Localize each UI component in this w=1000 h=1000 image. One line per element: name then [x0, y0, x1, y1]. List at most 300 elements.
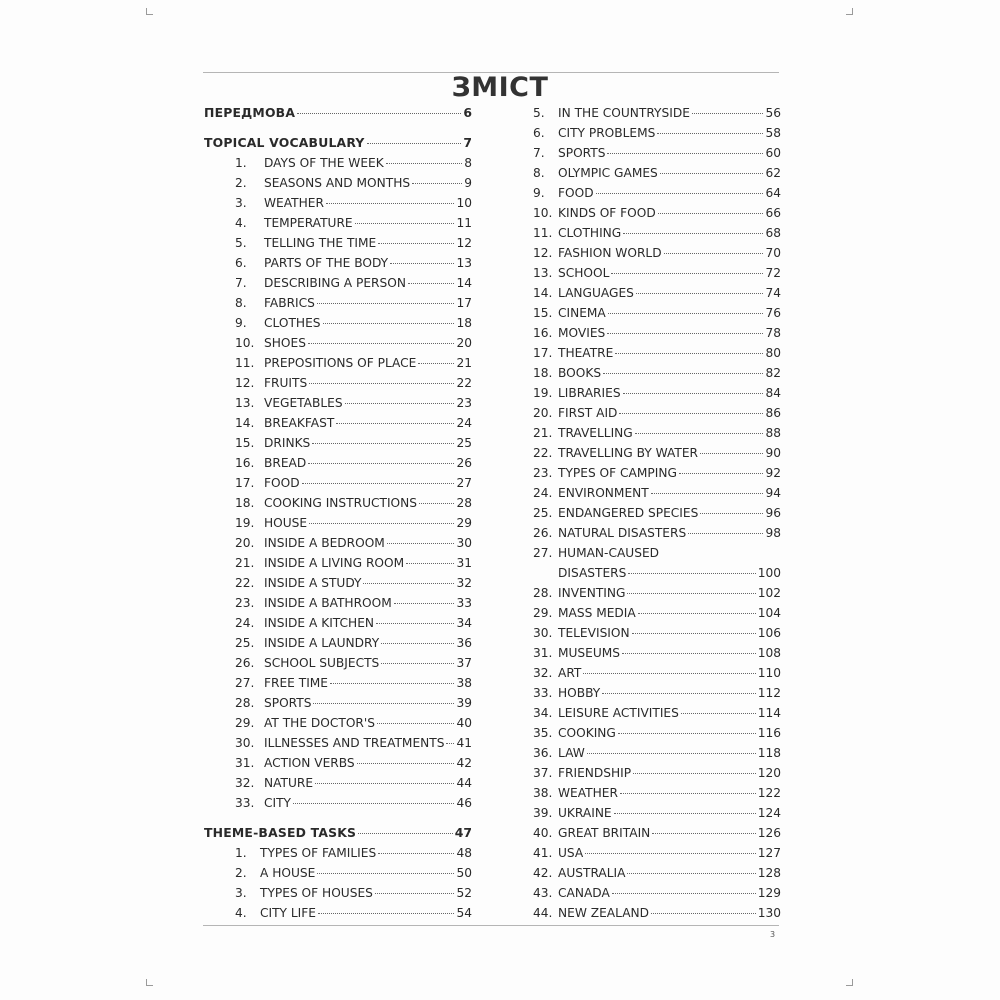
entry-number: 14. — [533, 286, 553, 300]
dot-leader — [378, 243, 454, 244]
toc-entry[interactable] — [204, 173, 472, 193]
dot-leader — [583, 673, 755, 674]
toc-entry[interactable] — [533, 803, 781, 823]
entry-number: 17. — [235, 476, 255, 490]
dot-leader — [375, 893, 455, 894]
toc-entry[interactable] — [204, 253, 472, 273]
entry-number: 34. — [533, 706, 553, 720]
entry-label: TYPES OF FAMILIES — [260, 846, 377, 860]
entry-number: 21. — [235, 556, 255, 570]
entry-label: USA — [558, 846, 584, 860]
entry-label: FASHION WORLD — [558, 246, 662, 260]
crop-mark-top-left-h — [146, 14, 153, 15]
bottom-rule — [203, 925, 779, 926]
entry-label: NATURAL DISASTERS — [558, 526, 687, 540]
toc-entry[interactable] — [204, 333, 472, 353]
page-ref: 94 — [765, 486, 781, 500]
entry-label: SPORTS — [264, 696, 312, 710]
toc-entry[interactable] — [533, 383, 781, 403]
dot-leader — [632, 633, 756, 634]
entry-label-line1: HUMAN-CAUSED — [558, 546, 660, 560]
entry-number: 19. — [533, 386, 553, 400]
dot-leader — [623, 393, 764, 394]
entry-label: LIBRARIES — [558, 386, 621, 400]
toc-entry[interactable] — [533, 423, 781, 443]
page-ref: 102 — [757, 586, 781, 600]
entry-label: ART — [558, 666, 582, 680]
entry-number: 25. — [533, 506, 553, 520]
entry-number: 33. — [235, 796, 255, 810]
page-ref: 110 — [757, 666, 781, 680]
page-ref: 116 — [757, 726, 781, 740]
toc-entry[interactable] — [533, 303, 781, 323]
page-ref: 120 — [757, 766, 781, 780]
toc-entry[interactable] — [533, 683, 781, 703]
entry-number: 26. — [533, 526, 553, 540]
entry-label: INSIDE A BATHROOM — [264, 596, 392, 610]
toc-entry[interactable] — [533, 863, 781, 883]
theme-list-right — [533, 103, 781, 923]
page-ref: 42 — [456, 756, 472, 770]
page-ref: 84 — [765, 386, 781, 400]
dot-leader — [700, 513, 763, 514]
page-ref: 6 — [463, 105, 472, 120]
entry-label: VEGETABLES — [264, 396, 343, 410]
page-ref: 32 — [456, 576, 472, 590]
toc-entry[interactable] — [533, 703, 781, 723]
toc-entry[interactable] — [204, 753, 472, 773]
page-ref: 78 — [765, 326, 781, 340]
page-ref: 92 — [765, 466, 781, 480]
entry-number: 26. — [235, 656, 255, 670]
dot-leader — [412, 183, 462, 184]
entry-label: HOBBY — [558, 686, 601, 700]
toc-entry[interactable] — [204, 533, 472, 553]
entry-label: THEATRE — [558, 346, 614, 360]
toc-entry[interactable] — [533, 403, 781, 423]
toc-entry[interactable] — [533, 743, 781, 763]
toc-entry[interactable] — [204, 233, 472, 253]
entry-number: 22. — [235, 576, 255, 590]
entry-label: ENVIRONMENT — [558, 486, 649, 500]
page-ref: 11 — [456, 216, 472, 230]
toc-entry[interactable] — [533, 203, 781, 223]
page-ref: 37 — [456, 656, 472, 670]
entry-number: 21. — [533, 426, 553, 440]
dot-leader — [309, 383, 454, 384]
entry-label: NEW ZEALAND — [558, 906, 650, 920]
page-ref: 13 — [456, 256, 472, 270]
entry-label: MASS MEDIA — [558, 606, 636, 620]
page-ref: 122 — [757, 786, 781, 800]
page-ref: 72 — [765, 266, 781, 280]
dot-leader — [657, 133, 763, 134]
toc-entry[interactable] — [533, 343, 781, 363]
toc-entry[interactable] — [533, 903, 781, 923]
page-ref: 40 — [456, 716, 472, 730]
dot-leader — [688, 533, 763, 534]
page-ref: 39 — [456, 696, 472, 710]
entry-label: TRAVELLING — [558, 426, 633, 440]
toc-entry[interactable] — [204, 313, 472, 333]
toc-entry[interactable] — [533, 143, 781, 163]
entry-label: FIRST AID — [558, 406, 618, 420]
toc-entry[interactable] — [533, 183, 781, 203]
toc-entry[interactable] — [533, 583, 781, 603]
dot-leader — [377, 723, 455, 724]
toc-entry[interactable] — [204, 293, 472, 313]
entry-label: OLYMPIC GAMES — [558, 166, 658, 180]
toc-entry[interactable] — [204, 413, 472, 433]
page-ref: 88 — [765, 426, 781, 440]
toc-entry[interactable] — [533, 783, 781, 803]
page-ref: 70 — [765, 246, 781, 260]
page-ref: 56 — [765, 106, 781, 120]
entry-number: 28. — [533, 586, 553, 600]
toc-entry[interactable] — [533, 723, 781, 743]
toc-entry[interactable] — [533, 823, 781, 843]
toc-left-column — [204, 103, 472, 923]
dot-leader — [658, 213, 764, 214]
dot-leader — [406, 563, 454, 564]
page-ref: 86 — [765, 406, 781, 420]
entry-label: TEMPERATURE — [264, 216, 353, 230]
page-ref: 90 — [765, 446, 781, 460]
page-ref: 128 — [757, 866, 781, 880]
entry-number: 31. — [533, 646, 553, 660]
toc-entry[interactable] — [204, 373, 472, 393]
toc-entry[interactable] — [204, 153, 472, 173]
dot-leader — [386, 163, 463, 164]
toc-entry[interactable] — [533, 283, 781, 303]
toc-entry[interactable] — [204, 473, 472, 493]
dot-leader — [608, 313, 764, 314]
entry-number: 3. — [235, 196, 247, 210]
page-ref: 18 — [456, 316, 472, 330]
dot-leader — [317, 303, 455, 304]
dot-leader — [627, 873, 755, 874]
toc-entry[interactable] — [533, 763, 781, 783]
dot-leader — [679, 473, 764, 474]
dot-leader — [681, 713, 756, 714]
entry-label: ACTION VERBS — [264, 756, 355, 770]
page-ref: 100 — [757, 566, 781, 580]
entry-number: 25. — [235, 636, 255, 650]
entry-label: SCHOOL — [558, 266, 610, 280]
toc-entry[interactable] — [204, 733, 472, 753]
dot-leader — [628, 573, 755, 574]
page-ref: 108 — [757, 646, 781, 660]
entry-label: MOVIES — [558, 326, 606, 340]
page-ref: 127 — [757, 846, 781, 860]
entry-label: DESCRIBING A PERSON — [264, 276, 406, 290]
entry-label: ENDANGERED SPECIES — [558, 506, 699, 520]
entry-label: CITY — [264, 796, 291, 810]
toc-entry[interactable] — [204, 553, 472, 573]
page-ref: 21 — [456, 356, 472, 370]
page-ref: 60 — [765, 146, 781, 160]
toc-entry[interactable] — [204, 213, 472, 233]
toc-entry[interactable] — [533, 123, 781, 143]
entry-label: SEASONS AND MONTHS — [264, 176, 411, 190]
page-ref: 23 — [456, 396, 472, 410]
entry-number: 28. — [235, 696, 255, 710]
page-ref: 28 — [456, 496, 472, 510]
entry-number: 1. — [235, 156, 247, 170]
dot-leader — [652, 833, 755, 834]
entry-number: 1. — [235, 846, 247, 860]
dot-leader — [297, 113, 461, 114]
page-ref: 118 — [757, 746, 781, 760]
toc-entry[interactable] — [533, 543, 781, 583]
entry-label: UKRAINE — [558, 806, 612, 820]
toc-entry[interactable] — [204, 513, 472, 533]
toc-section-topical[interactable] — [204, 133, 472, 153]
page-ref: 74 — [765, 286, 781, 300]
dot-leader — [330, 683, 454, 684]
entry-number: 19. — [235, 516, 255, 530]
toc-entry[interactable] — [204, 613, 472, 633]
page-ref: 114 — [757, 706, 781, 720]
page-ref: 130 — [757, 906, 781, 920]
dot-leader — [309, 523, 454, 524]
toc-entry[interactable] — [533, 623, 781, 643]
entry-label: TELEVISION — [558, 626, 630, 640]
page-ref: 46 — [456, 796, 472, 810]
toc-entry[interactable] — [533, 323, 781, 343]
toc-entry[interactable] — [533, 223, 781, 243]
toc-entry[interactable] — [533, 523, 781, 543]
toc-entry[interactable] — [533, 103, 781, 123]
entry-label: CLOTHES — [264, 316, 321, 330]
toc-entry[interactable] — [533, 883, 781, 903]
entry-label: TELLING THE TIME — [264, 236, 377, 250]
entry-number: 18. — [533, 366, 553, 380]
dot-leader — [611, 273, 763, 274]
crop-mark-top-right-v — [852, 8, 853, 15]
toc-entry[interactable] — [204, 353, 472, 373]
entry-number: 30. — [533, 626, 553, 640]
page-ref: 41 — [456, 736, 472, 750]
crop-mark-bottom-left-h — [146, 985, 153, 986]
toc-entry[interactable] — [533, 483, 781, 503]
entry-number: 16. — [235, 456, 255, 470]
toc-section-preface[interactable] — [204, 103, 472, 123]
dot-leader — [387, 543, 455, 544]
entry-number: 42. — [533, 866, 553, 880]
toc-entry[interactable] — [204, 393, 472, 413]
toc-entry[interactable] — [533, 603, 781, 623]
page-ref: 112 — [757, 686, 781, 700]
page-ref: 33 — [456, 596, 472, 610]
dot-leader — [620, 793, 756, 794]
entry-label: PARTS OF THE BODY — [264, 256, 389, 270]
entry-label: WEATHER — [264, 196, 324, 210]
page-ref: 44 — [456, 776, 472, 790]
toc-entry[interactable] — [204, 713, 472, 733]
toc-entry[interactable] — [533, 643, 781, 663]
entry-label: HOUSE — [264, 516, 308, 530]
entry-number: 4. — [235, 906, 247, 920]
page-ref: 22 — [456, 376, 472, 390]
section-label: ПЕРЕДМОВА — [204, 105, 296, 120]
dot-leader — [408, 283, 455, 284]
entry-number: 15. — [235, 436, 255, 450]
page-ref: 47 — [454, 825, 472, 840]
entry-number: 36. — [533, 746, 553, 760]
entry-number: 6. — [235, 256, 247, 270]
dot-leader — [376, 623, 454, 624]
entry-number: 44. — [533, 906, 553, 920]
entry-number: 37. — [533, 766, 553, 780]
page-ref: 124 — [757, 806, 781, 820]
dot-leader — [607, 153, 763, 154]
entry-number: 11. — [533, 226, 553, 240]
toc-entry[interactable] — [204, 593, 472, 613]
entry-label: CITY PROBLEMS — [558, 126, 656, 140]
dot-leader — [623, 233, 763, 234]
toc-entry[interactable] — [204, 693, 472, 713]
toc-entry[interactable] — [204, 793, 472, 813]
entry-number: 8. — [235, 296, 247, 310]
page-ref: 96 — [765, 506, 781, 520]
dot-leader — [357, 763, 455, 764]
entry-label: INSIDE A KITCHEN — [264, 616, 375, 630]
page-ref: 54 — [456, 906, 472, 920]
toc-entry-line — [533, 543, 781, 563]
dot-leader — [587, 753, 756, 754]
toc-section-theme[interactable] — [204, 823, 472, 843]
toc-entry[interactable] — [533, 843, 781, 863]
entry-label: FRUITS — [264, 376, 308, 390]
entry-label: AUSTRALIA — [558, 866, 626, 880]
spacer — [204, 813, 472, 823]
dot-leader — [607, 333, 763, 334]
entry-number: 7. — [235, 276, 247, 290]
toc-entry[interactable] — [204, 903, 472, 923]
toc-entry[interactable] — [204, 633, 472, 653]
toc-entry[interactable] — [204, 843, 472, 863]
entry-number: 7. — [533, 146, 545, 160]
toc-entry[interactable] — [204, 453, 472, 473]
topical-list — [204, 153, 472, 813]
page-ref: 17 — [456, 296, 472, 310]
toc-entry[interactable] — [204, 573, 472, 593]
toc-entry[interactable] — [533, 503, 781, 523]
dot-leader — [633, 773, 756, 774]
entry-number: 9. — [533, 186, 545, 200]
entry-label: TYPES OF HOUSES — [260, 886, 373, 900]
entry-number: 11. — [235, 356, 255, 370]
toc-entry[interactable] — [204, 673, 472, 693]
toc-entry[interactable] — [204, 433, 472, 453]
toc-entry[interactable] — [533, 263, 781, 283]
section-label: THEME-BASED TASKS — [204, 825, 357, 840]
entry-number: 5. — [235, 236, 247, 250]
page-ref: 26 — [456, 456, 472, 470]
entry-label: FREE TIME — [264, 676, 329, 690]
dot-leader — [614, 813, 756, 814]
dot-leader — [302, 483, 455, 484]
page-ref: 27 — [456, 476, 472, 490]
toc-entry[interactable] — [204, 193, 472, 213]
page-ref: 36 — [456, 636, 472, 650]
toc-entry[interactable] — [204, 773, 472, 793]
entry-number: 15. — [533, 306, 553, 320]
entry-label: INVENTING — [558, 586, 626, 600]
page-ref: 25 — [456, 436, 472, 450]
page-ref: 29 — [456, 516, 472, 530]
entry-label: DAYS OF THE WEEK — [264, 156, 384, 170]
toc-entry[interactable] — [533, 663, 781, 683]
page-ref: 7 — [463, 135, 472, 150]
toc-entry[interactable] — [533, 163, 781, 183]
dot-leader — [692, 113, 764, 114]
entry-label: SHOES — [264, 336, 306, 350]
dot-leader — [355, 223, 455, 224]
entry-number: 32. — [533, 666, 553, 680]
entry-label: NATURE — [264, 776, 314, 790]
entry-number: 3. — [235, 886, 247, 900]
toc-entry[interactable] — [204, 493, 472, 513]
entry-label: FOOD — [558, 186, 594, 200]
page-ref: 20 — [456, 336, 472, 350]
entry-number: 12. — [533, 246, 553, 260]
entry-number: 29. — [533, 606, 553, 620]
toc-entry[interactable] — [204, 883, 472, 903]
entry-number: 10. — [235, 336, 255, 350]
entry-number: 4. — [235, 216, 247, 230]
section-label: TOPICAL VOCABULARY — [204, 135, 365, 150]
dot-leader — [651, 913, 756, 914]
page-ref: 38 — [456, 676, 472, 690]
toc-right-column — [533, 103, 781, 923]
entry-label: PREPOSITIONS OF PLACE — [264, 356, 417, 370]
entry-label: WEATHER — [558, 786, 618, 800]
entry-label: SCHOOL SUBJECTS — [264, 656, 380, 670]
dot-leader — [627, 593, 755, 594]
toc-entry[interactable] — [533, 463, 781, 483]
toc-entry[interactable] — [533, 363, 781, 383]
toc-entry[interactable] — [533, 243, 781, 263]
entry-number: 6. — [533, 126, 545, 140]
page-ref: 129 — [757, 886, 781, 900]
entry-label: BOOKS — [558, 366, 602, 380]
dot-leader — [345, 403, 455, 404]
entry-label: A HOUSE — [260, 866, 316, 880]
entry-number: 32. — [235, 776, 255, 790]
page-ref: 80 — [765, 346, 781, 360]
page-ref: 104 — [757, 606, 781, 620]
entry-number: 24. — [533, 486, 553, 500]
entry-number: 5. — [533, 106, 545, 120]
entry-number: 10. — [533, 206, 553, 220]
dot-leader — [602, 693, 755, 694]
entry-number: 35. — [533, 726, 553, 740]
toc-entry[interactable] — [204, 273, 472, 293]
spacer — [204, 123, 472, 133]
toc-entry[interactable] — [533, 443, 781, 463]
toc-entry[interactable] — [204, 653, 472, 673]
page-ref: 12 — [456, 236, 472, 250]
dot-leader — [308, 463, 454, 464]
entry-number: 22. — [533, 446, 553, 460]
toc-entry[interactable] — [204, 863, 472, 883]
crop-mark-bottom-left-v — [146, 979, 147, 986]
dot-leader — [585, 853, 756, 854]
dot-leader — [312, 443, 454, 444]
page-number: 3 — [770, 930, 776, 939]
